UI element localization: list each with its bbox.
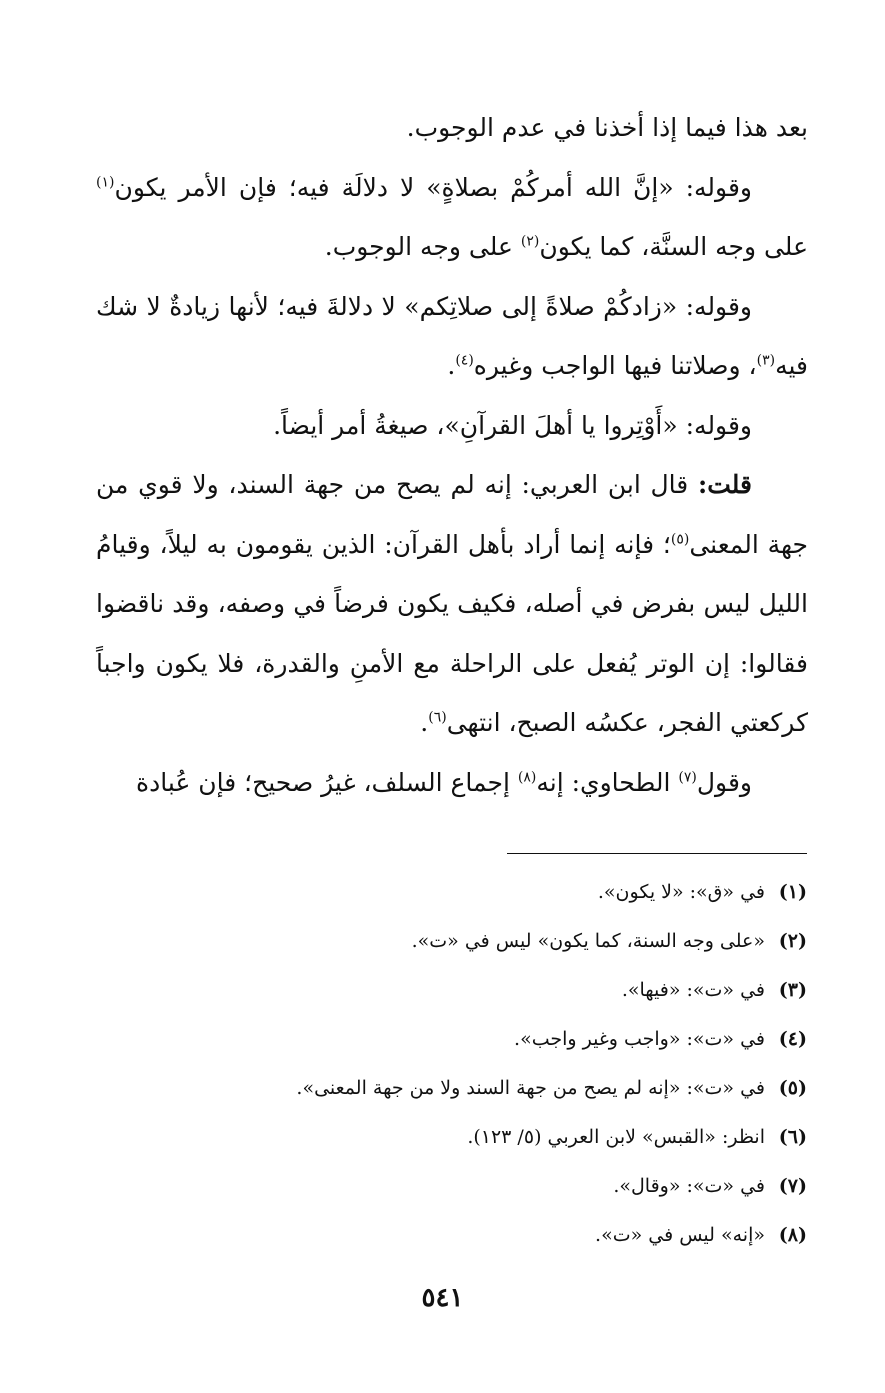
footnotes-list	[107, 868, 807, 1260]
footnote-number: (٤)	[778, 1028, 807, 1050]
footnote-item	[107, 1113, 807, 1162]
text-segment: ؛ فإنه إنما أراد بأهل القرآن: الذين يقومون به ليلاً، وقيامُ الليل ليس بفرض في أصله، فكيف يكون فرضاً في وصفه، وقد ناقضوا فقالوا: إن الوتر يُفعل على الراحلة مع الأمنِ والقدرة، فلا يكون واجباً كركعتي الفجر، عكسُه الصبح، انتهى	[96, 529, 808, 737]
text-segment: .	[420, 708, 429, 737]
text-segment: قال ابن العربي: إنه لم يصح من جهة السند، ولا قوي من جهة المعنى	[96, 470, 808, 559]
footnote-marker: (٤)	[455, 352, 474, 369]
footnote-item	[107, 1211, 807, 1260]
footnote-item	[107, 917, 807, 966]
footnote-number: (٧)	[778, 1175, 807, 1197]
footnote-marker: (٥)	[670, 531, 690, 548]
text-segment: على وجه السنَّة، كما يكون	[539, 232, 808, 261]
footnote-number: (١)	[778, 881, 807, 903]
paragraph	[96, 753, 808, 813]
footnote-text: في «ت»: «فيها».	[621, 979, 765, 1001]
text-segment: وقول	[696, 767, 752, 797]
footnote-item	[107, 1015, 807, 1064]
footnote-number: (٥)	[778, 1077, 807, 1099]
paragraph	[96, 158, 808, 277]
footnote-marker: (٢)	[520, 233, 540, 250]
text-segment: الطحاوي: إنه	[536, 767, 679, 797]
text-segment: إجماع السلف، غيرُ صحيح؛ فإن عُبادة	[136, 767, 518, 797]
paragraph	[96, 277, 808, 396]
text-segment: ، وصلاتنا فيها الواجب وغيره	[473, 351, 757, 380]
footnote-marker: (٦)	[428, 709, 447, 726]
text-segment: بعد هذا فيما إذا أخذنا في عدم الوجوب.	[406, 113, 808, 142]
footnote-marker: (١)	[96, 174, 115, 191]
footnote-number: (٢)	[778, 930, 807, 952]
footnote-text: في «ق»: «لا يكون».	[597, 881, 765, 903]
footnote-number: (٨)	[778, 1224, 807, 1246]
text-segment: وقوله: «إنَّ الله أمركُمْ بصلاةٍ» لا دلالَة فيه؛ فإن الأمر يكون	[114, 172, 752, 202]
lead-word: قلت:	[697, 470, 752, 499]
text-segment: .	[447, 351, 456, 380]
footnote-number: (٦)	[778, 1126, 807, 1148]
footnote-text: «إنه» ليس في «ت».	[595, 1224, 765, 1246]
footnote-item	[107, 868, 807, 917]
main-text-body	[96, 98, 808, 812]
footnote-text: في «ت»: «واجب وغير واجب».	[514, 1028, 765, 1050]
footnote-number: (٣)	[778, 979, 807, 1001]
footnote-item	[107, 1064, 807, 1113]
text-segment: وقوله: «زادكُمْ صلاةً إلى صلاتِكم» لا دلالةَ فيه؛ لأنها زيادةٌ لا شك فيه	[96, 291, 808, 380]
footnote-item	[107, 1162, 807, 1211]
text-segment: وقوله: «أَوْتِروا يا أهلَ القرآنِ»، صيغةُ أمر أيضاً.	[273, 410, 752, 440]
footnote-item	[107, 966, 807, 1015]
paragraph	[96, 396, 808, 456]
footnote-marker: (٣)	[756, 352, 776, 369]
footnote-text: انظر: «القبس» لابن العربي (٥/ ١٢٣).	[467, 1126, 765, 1148]
footnote-marker: (٧)	[678, 769, 697, 786]
footnote-text: في «ت»: «إنه لم يصح من جهة السند ولا من جهة المعنى».	[296, 1077, 765, 1099]
page-number: ٥٤١	[421, 1283, 464, 1313]
footnote-marker: (٨)	[517, 769, 537, 786]
footnote-text: في «ت»: «وقال».	[613, 1175, 765, 1197]
text-segment: على وجه الوجوب.	[324, 232, 521, 261]
footnote-text: «على وجه السنة، كما يكون» ليس في «ت».	[411, 930, 765, 952]
paragraph	[96, 98, 808, 158]
footnote-separator	[507, 853, 807, 854]
paragraph	[96, 455, 808, 753]
